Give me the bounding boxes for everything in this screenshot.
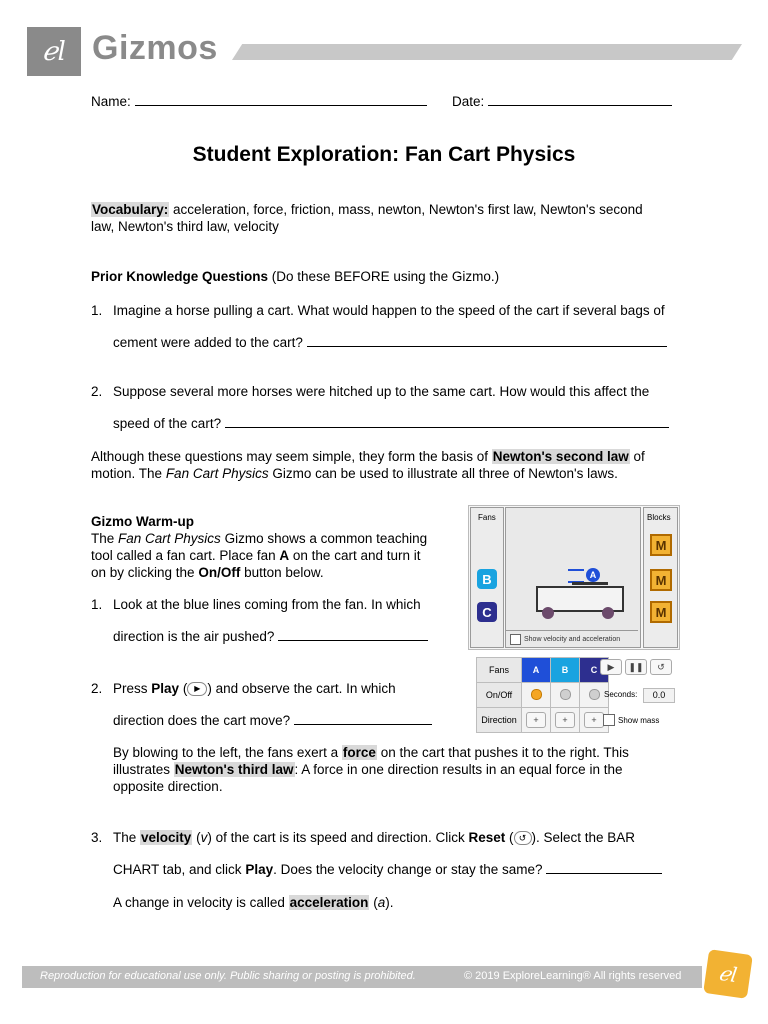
- warmup-q1-answer[interactable]: [278, 628, 428, 641]
- reset-icon: ↺: [514, 831, 532, 845]
- prior-q1-line2: [113, 334, 667, 351]
- newtons-second-law-term: Newton's second law: [492, 449, 629, 464]
- play-button[interactable]: ▶: [600, 659, 622, 675]
- warmup-p1-b: Gizmo shows a common teaching: [224, 531, 428, 546]
- footer-copyright: © 2019 ExploreLearning® All rights reserved: [464, 970, 682, 982]
- fan-a-on-cart[interactable]: A: [586, 568, 600, 582]
- prior-note-a: Although these questions may seem simple, they form the basis of: [91, 449, 488, 464]
- col-a: A: [522, 658, 551, 683]
- force-paragraph: [113, 744, 673, 795]
- reset-button[interactable]: ↺: [650, 659, 672, 675]
- warmup-intro: [91, 513, 451, 581]
- fan-control-table: [476, 657, 609, 733]
- date-blank[interactable]: [488, 93, 672, 106]
- warmup-line2: [91, 547, 451, 564]
- warmup-q2-line1: Press Play ( ▶ ) and observe the cart. In which: [113, 681, 396, 696]
- prior-note: [91, 448, 681, 482]
- warmup-q2-num: 2.: [91, 681, 103, 696]
- col-b: B: [551, 658, 580, 683]
- warmup-q3-line2: [113, 861, 662, 878]
- warmup-q3-num: 3.: [91, 830, 103, 845]
- mass-block-2[interactable]: M: [650, 569, 672, 591]
- q3-v: v: [200, 830, 208, 845]
- warmup-q3-line1: The velocity (v) of the cart is its speed and direction. Click Reset ( ↺ ). Select the BAR: [113, 830, 636, 845]
- direction-b-button[interactable]: +: [551, 708, 580, 733]
- warmup-heading: Gizmo Warm-up: [91, 514, 194, 529]
- prior-note-b: of: [633, 449, 645, 464]
- direction-a-button[interactable]: +: [522, 708, 551, 733]
- accel-line: [113, 894, 393, 911]
- q3-line2-bold: Play: [245, 862, 274, 877]
- track-floor: [506, 630, 638, 631]
- prior-q2-line1: Suppose several more horses were hitched up to the same cart. How would this affect the: [113, 384, 650, 399]
- fans-label: Fans: [478, 513, 496, 522]
- seconds-value: 0.0: [643, 688, 675, 703]
- checkbox-icon: [510, 634, 521, 645]
- warmup-q2-text: direction does the cart move?: [113, 713, 291, 728]
- onoff-a-button[interactable]: [522, 683, 551, 708]
- fan-mount: [572, 582, 608, 585]
- warmup-p1-a: The: [91, 531, 115, 546]
- vocabulary-text-2: law, Newton's third law, velocity: [91, 219, 279, 234]
- onoff-b-button[interactable]: [551, 683, 580, 708]
- power-off-icon: [589, 689, 600, 700]
- prior-q2-num: 2.: [91, 384, 103, 399]
- warmup-p2-bold: A: [279, 548, 290, 563]
- prior-q2-text: speed of the cart?: [113, 416, 222, 431]
- row-onoff: On/Off: [477, 683, 522, 708]
- power-off-icon: [560, 689, 571, 700]
- prior-note-gizmo-name: Fan Cart Physics: [165, 466, 269, 481]
- warmup-p3-a: on by clicking the: [91, 565, 195, 580]
- q3-reset: Reset: [468, 830, 506, 845]
- brand-name: Gizmos: [92, 29, 218, 67]
- prior-q1-answer[interactable]: [307, 334, 667, 347]
- warmup-line3: [91, 564, 451, 581]
- force-a: By blowing to the left, the fans exert a: [113, 745, 339, 760]
- warmup-p1-italic: Fan Cart Physics: [118, 531, 221, 546]
- accel-a: A change in velocity is called: [113, 895, 285, 910]
- footer-logo: ℯl: [703, 949, 753, 999]
- gizmos-logo: ℯl: [27, 27, 81, 76]
- warmup-line1: [91, 530, 451, 547]
- vocabulary-text-1: acceleration, force, friction, mass, newton, Newton's first law, Newton's second: [173, 202, 643, 217]
- force-d: : A force in one direction results in an equal force in the: [294, 762, 623, 777]
- sim-track: [505, 507, 641, 648]
- q3-a: The: [113, 830, 137, 845]
- q3-c: ) of the cart is its speed and direction. Click: [207, 830, 465, 845]
- mass-block-3[interactable]: M: [650, 601, 672, 623]
- name-blank[interactable]: [135, 93, 427, 106]
- warmup-q2-b: and observe the cart. In which: [215, 681, 396, 696]
- name-field[interactable]: [91, 93, 427, 110]
- mass-block-1[interactable]: M: [650, 534, 672, 556]
- show-mass-checkbox[interactable]: [603, 714, 659, 726]
- q3-b: (: [196, 830, 201, 845]
- vocabulary-label: Vocabulary:: [92, 202, 169, 217]
- q3-line2-a: CHART tab, and click: [113, 862, 242, 877]
- blocks-column: [643, 507, 678, 648]
- force-b: on the cart that pushes it to the right. This: [380, 745, 629, 760]
- accel-symbol: a: [377, 895, 386, 910]
- warmup-q2-line2: [113, 712, 432, 729]
- prior-heading-text: Prior Knowledge Questions: [91, 269, 269, 284]
- play-icon: ▶: [187, 682, 207, 696]
- fan-b-button[interactable]: B: [477, 569, 497, 589]
- prior-q2-line2: [113, 415, 669, 432]
- date-field[interactable]: [452, 93, 672, 110]
- header-bar: [232, 44, 742, 60]
- cart-wheel-left: [542, 607, 554, 619]
- date-label: Date:: [452, 94, 485, 109]
- warmup-p2-b: on the cart and turn it: [292, 548, 421, 563]
- show-mass-label: Show mass: [618, 715, 660, 725]
- playback-controls: [600, 659, 672, 675]
- fans-column: [470, 507, 504, 648]
- velocity-term: velocity: [141, 830, 192, 845]
- name-label: Name:: [91, 94, 131, 109]
- q3-d: ). Select the BAR: [531, 830, 636, 845]
- direction-c-button[interactable]: +: [580, 708, 609, 733]
- warmup-q1-num: 1.: [91, 597, 103, 612]
- row-direction: Direction: [477, 708, 522, 733]
- warmup-p3-bold: On/Off: [198, 565, 241, 580]
- pause-button[interactable]: ❚❚: [625, 659, 647, 675]
- blocks-label: Blocks: [647, 513, 671, 522]
- show-velocity-checkbox[interactable]: [510, 634, 620, 645]
- footer-disclaimer: Reproduction for educational use only. Public sharing or posting is prohibited.: [40, 970, 416, 982]
- prior-heading: [91, 268, 499, 285]
- gizmo-sim-panel: [468, 505, 680, 650]
- warmup-q1-text: direction is the air pushed?: [113, 629, 275, 644]
- warmup-p2-a: tool called a fan cart. Place fan: [91, 548, 276, 563]
- warmup-q2-bold: Play: [151, 681, 180, 696]
- power-on-icon: [531, 689, 542, 700]
- checkbox-icon: [603, 714, 615, 726]
- acceleration-term: acceleration: [289, 895, 369, 910]
- cart-wheel-right: [602, 607, 614, 619]
- vocabulary: [91, 201, 681, 235]
- seconds-label: Seconds:: [604, 690, 638, 699]
- page-title: Student Exploration: Fan Cart Physics: [192, 143, 576, 166]
- q3-line2-b: . Does the velocity change or stay the same?: [273, 862, 543, 877]
- warmup-p3-b: button below.: [244, 565, 324, 580]
- force-c: illustrates: [113, 762, 171, 777]
- prior-q1-text: cement were added to the cart?: [113, 335, 303, 350]
- prior-q1-line1: Imagine a horse pulling a cart. What would happen to the speed of the cart if several bags of: [113, 303, 665, 318]
- warmup-q2-a: Press: [113, 681, 148, 696]
- newtons-third-law-term: Newton's third law: [174, 762, 294, 777]
- force-e: opposite direction.: [113, 779, 223, 794]
- accel-c: ).: [385, 895, 394, 910]
- warmup-q2-answer[interactable]: [294, 712, 432, 725]
- prior-note-c: motion. The: [91, 466, 163, 481]
- prior-q1-num: 1.: [91, 303, 103, 318]
- show-velocity-label: Show velocity and acceleration: [524, 636, 621, 643]
- accel-b: (: [373, 895, 378, 910]
- force-term: force: [342, 745, 376, 760]
- prior-note-e: Gizmo can be used to illustrate all three of Newton's laws.: [272, 466, 618, 481]
- warmup-q1-line1: Look at the blue lines coming from the fan. In which: [113, 597, 421, 612]
- air-lines-icon: [568, 569, 584, 583]
- prior-q2-answer[interactable]: [225, 415, 669, 428]
- warmup-q1-line2: [113, 628, 428, 645]
- fan-c-button[interactable]: C: [477, 602, 497, 622]
- prior-heading-note: (Do these BEFORE using the Gizmo.): [271, 269, 500, 284]
- col-c: C: [580, 658, 609, 683]
- col-fans: Fans: [477, 658, 522, 683]
- warmup-q3-answer[interactable]: [546, 861, 662, 874]
